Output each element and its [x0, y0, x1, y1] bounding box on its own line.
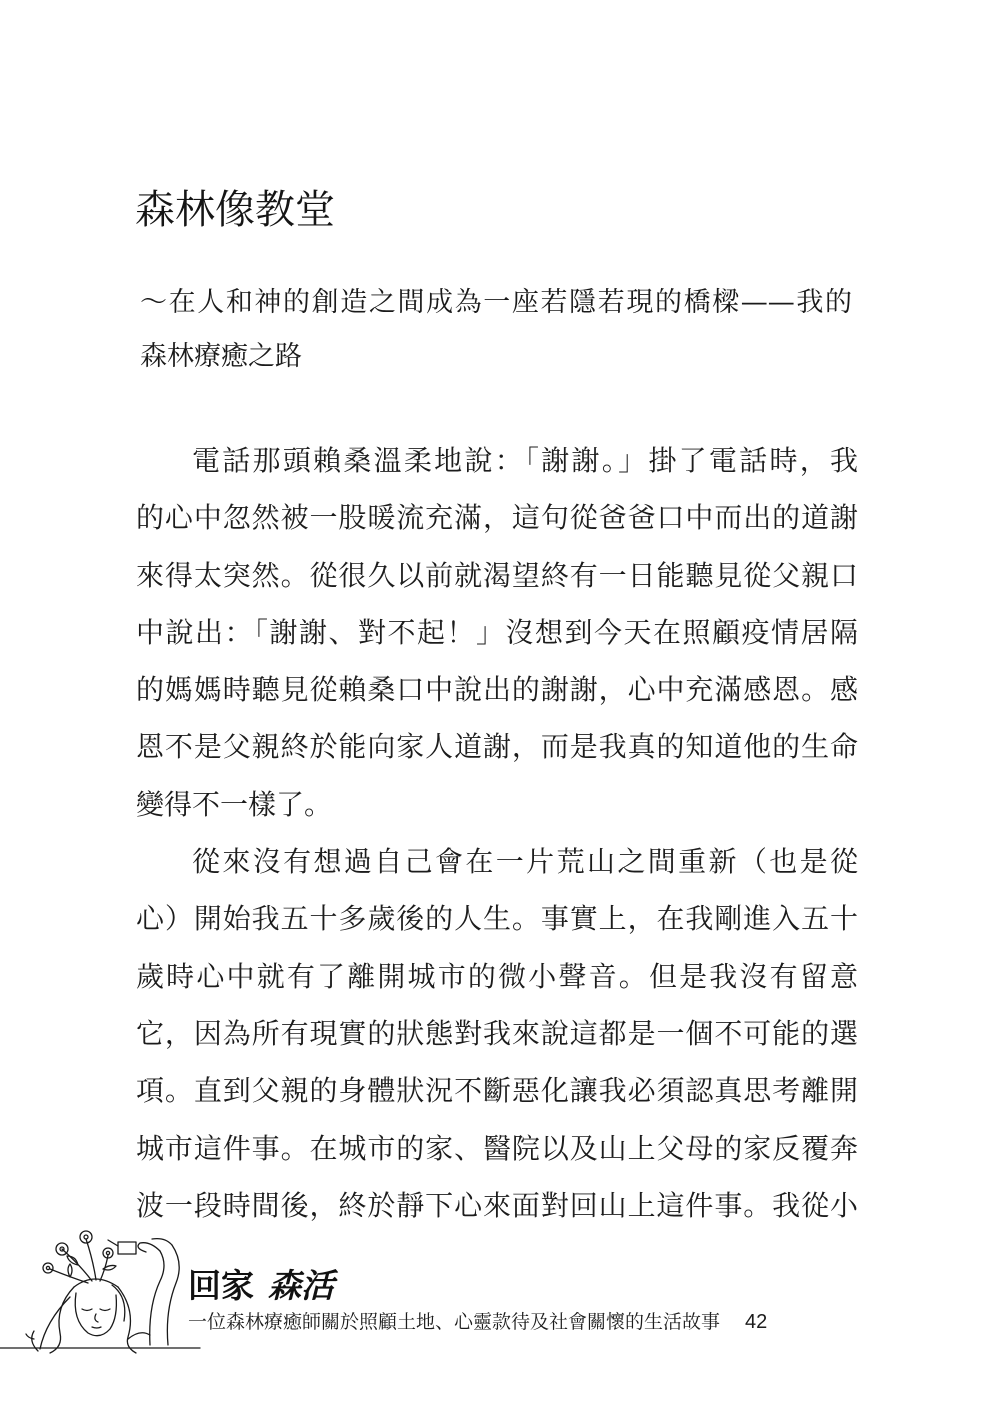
subtitle-line: ～在人和神的創造之間成為一座若隱若現的橋樑——我的 [140, 287, 852, 318]
woman-with-flowers-illustration [0, 1225, 210, 1355]
body-line: 從來沒有想過自己會在一片荒山之間重新（也是從 [192, 845, 858, 879]
body-line: 電話那頭賴桑溫柔地說：「謝謝。」掛了電話時，我 [192, 444, 858, 477]
series-logo [188, 1266, 334, 1306]
body-line: 中說出：「謝謝、對不起！」沒想到今天在照顧疫情居隔 [136, 615, 858, 649]
body-line: 的媽媽時聽見從賴桑口中說出的謝謝，心中充滿感恩。感 [136, 673, 858, 707]
body-line: 的心中忽然被一股暖流充滿，這句從爸爸口中而出的道謝 [136, 501, 858, 535]
body-line: 城市這件事。在城市的家、醫院以及山上父母的家反覆奔 [136, 1131, 858, 1165]
body-line: 波一段時間後，終於靜下心來面對回山上這件事。我從小 [136, 1188, 858, 1222]
body-line: 項。直到父親的身體狀況不斷惡化讓我必須認真思考離開 [136, 1074, 858, 1108]
paragraph [136, 432, 858, 833]
book-subtitle-caption: 一位森林療癒師關於照顧土地、心靈款待及社會關懷的生活故事 [188, 1311, 721, 1333]
logo-right-text: 森活 [268, 1266, 334, 1305]
logo-left-text: 回家 [188, 1266, 254, 1305]
body-line: 它，因為所有現實的狀態對我來說這都是一個不可能的選 [136, 1016, 858, 1050]
body-line: 變得不一樣了。 [136, 787, 333, 821]
body-line: 來得太突然。從很久以前就渴望終有一日能聽見從父親口 [136, 558, 858, 592]
chapter-title: 森林像教堂 [135, 187, 335, 233]
page-number: 42 [745, 1311, 768, 1333]
chapter-subtitle [140, 276, 852, 384]
paragraph [136, 833, 858, 1234]
body-text [136, 432, 858, 1234]
body-line: 恩不是父親終於能向家人道謝，而是我真的知道他的生命 [136, 730, 858, 764]
subtitle-line: 森林療癒之路 [140, 341, 302, 372]
body-line: 心）開始我五十多歲後的人生。事實上，在我剛進入五十 [136, 902, 858, 936]
body-line: 歲時心中就有了離開城市的微小聲音。但是我沒有留意 [136, 959, 858, 993]
